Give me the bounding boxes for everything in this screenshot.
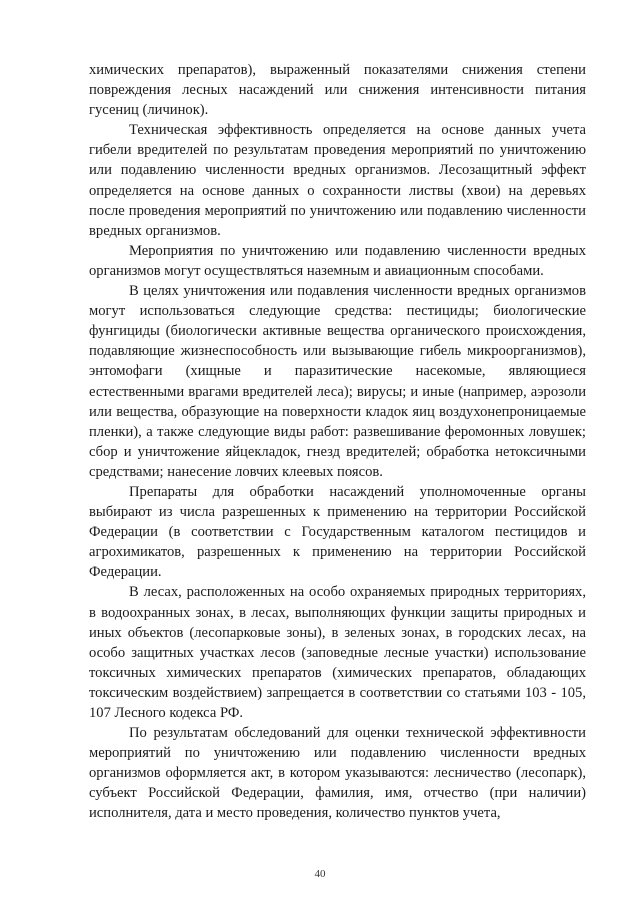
paragraph-methods: Мероприятия по уничтожению или подавлению численности вредных организмов могут осуществляться наземным и авиационным способами. xyxy=(89,242,586,279)
document-body xyxy=(89,60,586,824)
paragraph-means: В целях уничтожения или подавления численности вредных организмов могут использоваться следующие средства: пестициды; биологические фунгициды (биологически активные вещества органического происхождения, подавляющие жизнеспособность или вызывающие гибель микроорганизмов), энтомофаги (хищные и паразитические насекомые, являющиеся естественными врагами вредителей леса); вирусы; и иные (например, аэрозоли или вещества, образующие на поверхности кладок яиц воздухонепроницаемые пленки), а также следующие виды работ: развешивание феромонных ловушек; сбор и уничтожение яйцекладок, гнезд вредителей; обработка нетоксичными средствами; нанесение ловчих клеевых поясов. xyxy=(89,283,586,480)
paragraph-survey-act: По результатам обследований для оценки технической эффективности мероприятий по уничтожению или подавлению численности вредных организмов оформляется акт, в котором указываются: лесничество (лесопарк), субъект Российской Федерации, фамилия, имя, отчество (при наличии) исполнителя, дата и место проведения, количество пунктов учета, xyxy=(89,725,586,822)
paragraph-preparations: Препараты для обработки насаждений уполномоченные органы выбирают из числа разрешенных к применению на территории Российской Федерации (в соответствии с Государственным каталогом пестицидов и агрохимикатов, разрешенных к применению на территории Российской Федерации. xyxy=(89,483,586,581)
page-number: 40 xyxy=(314,868,326,880)
paragraph-technical-efficiency: Техническая эффективность определяется на основе данных учета гибели вредителей по результатам проведения мероприятий по уничтожению или подавлению численности вредных организмов. Лесозащитный эффект определяется на основе данных о сохранности листвы (хвои) на деревьях после проведения мероприятий по уничтожению или подавлению численности вредных организмов. xyxy=(89,122,586,239)
paragraph-restrictions: В лесах, расположенных на особо охраняемых природных территориях, в водоохранных зонах, в лесах, выполняющих функции защиты природных и иных объектов (лесопарковые зоны), в зеленых зонах, в городских лесах, на особо защитных участках лесов (заповедные лесные участки) использование токсичных химических препаратов (химических препаратов, обладающих токсическим воздействием) запрещается в соответствии со статьями 103 - 105, 107 Лесного кодекса РФ. xyxy=(89,584,586,721)
paragraph-continuation: химических препаратов), выраженный показателями снижения степени повреждения лесных насаждений или снижения интенсивности питания гусениц (личинок). xyxy=(89,62,586,119)
